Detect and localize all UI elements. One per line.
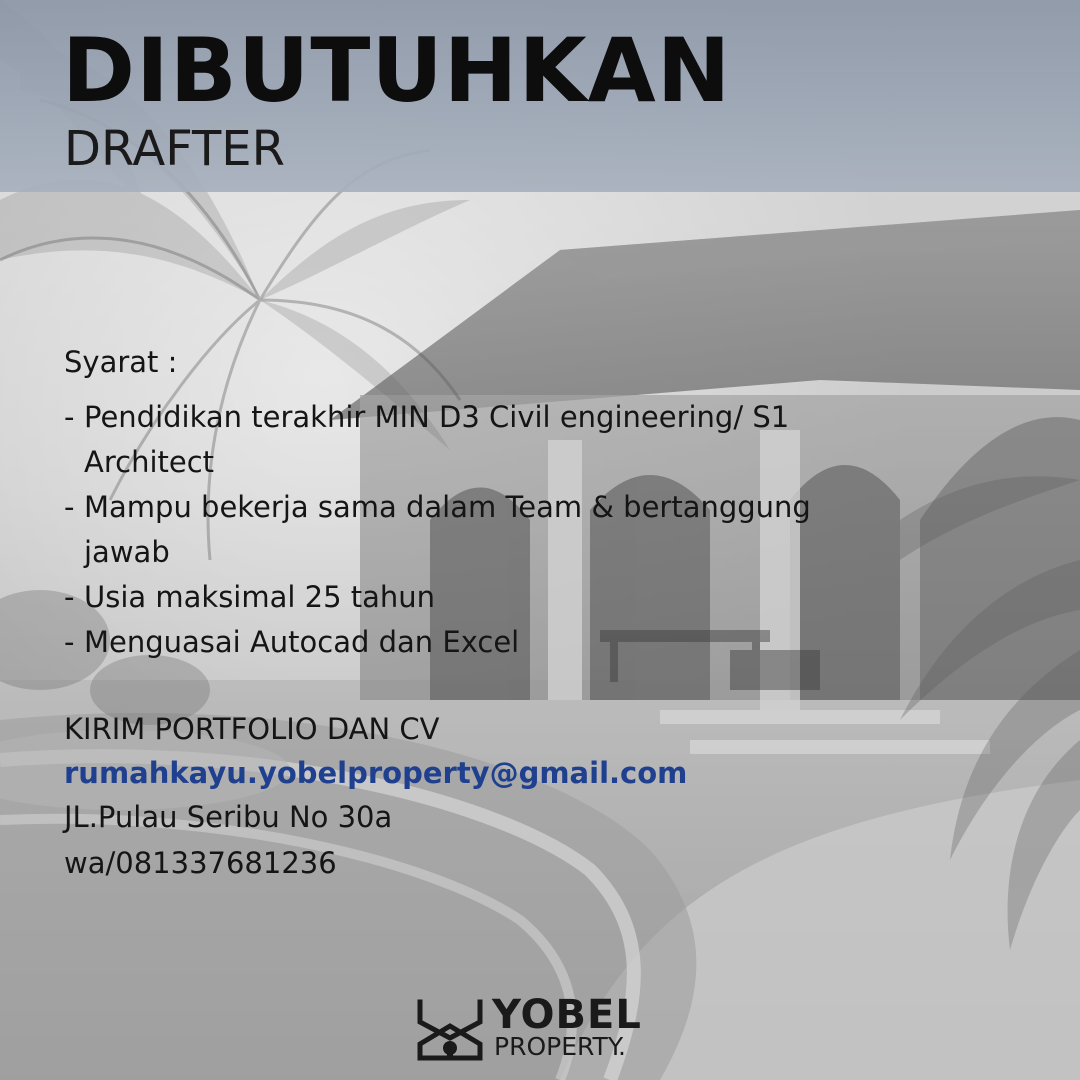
- list-item: - Menguasai Autocad dan Excel: [64, 625, 520, 659]
- list-item: - Mampu bekerja sama dalam Team & bertanggung jawab: [64, 490, 811, 569]
- requirements-title: Syarat :: [64, 345, 178, 379]
- call-to-action: KIRIM PORTFOLIO DAN CV: [64, 712, 440, 746]
- logo-tagline: PROPERTY.: [494, 1032, 626, 1061]
- requirement-text: Pendidikan terakhir MIN D3 Civil engineering/ S1 Architect: [84, 400, 790, 479]
- requirement-text: Usia maksimal 25 tahun: [84, 580, 436, 614]
- job-position: DRAFTER: [64, 121, 285, 177]
- contact-section: [64, 706, 864, 886]
- requirement-text: Menguasai Autocad dan Excel: [84, 625, 520, 659]
- requirements-list: [64, 395, 864, 665]
- address-text: JL.Pulau Seribu No 30a: [64, 800, 393, 834]
- yobel-property-logo: [414, 992, 674, 1068]
- list-item: - Pendidikan terakhir MIN D3 Civil engineering/ S1 Architect: [64, 400, 790, 479]
- logo-name: YOBEL: [492, 992, 642, 1038]
- headline: DIBUTUHKAN: [62, 19, 732, 122]
- requirements-section: [64, 340, 864, 665]
- whatsapp-number: wa/081337681236: [64, 846, 337, 880]
- requirement-text: Mampu bekerja sama dalam Team & bertanggung jawab: [84, 490, 811, 569]
- list-item: - Usia maksimal 25 tahun: [64, 580, 436, 614]
- house-key-icon: [414, 996, 486, 1064]
- email-link[interactable]: rumahkayu.yobelproperty@gmail.com: [64, 756, 688, 790]
